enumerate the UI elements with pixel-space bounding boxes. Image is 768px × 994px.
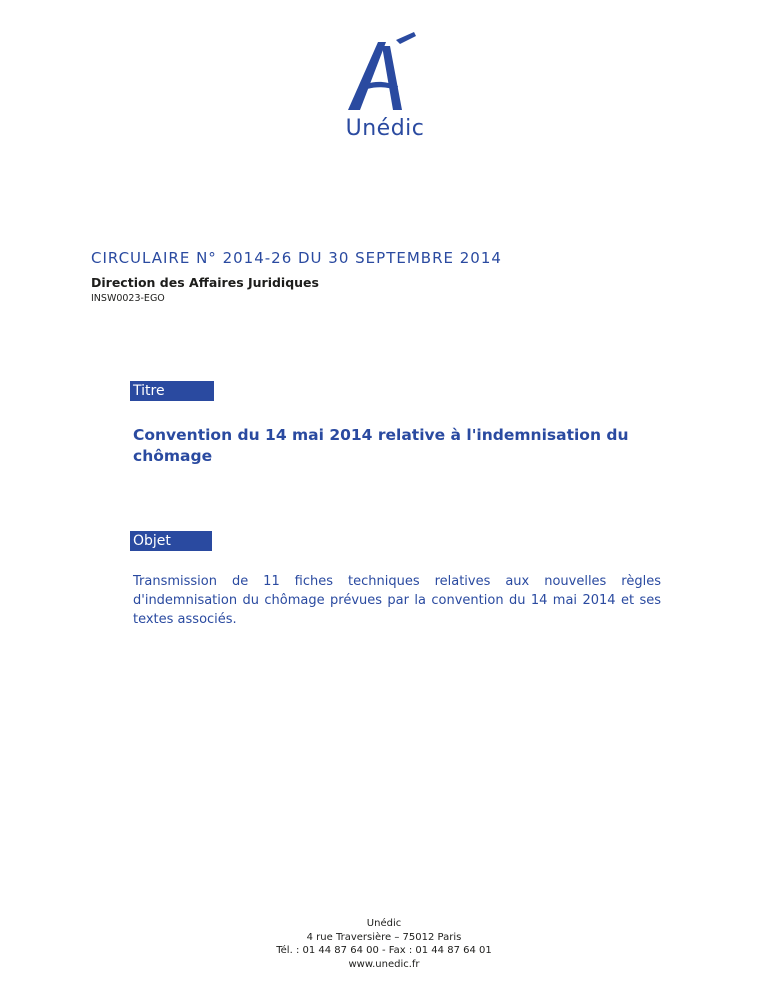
footer-org: Unédic bbox=[366, 918, 402, 929]
footer-phone-fax: Tél. : 01 44 87 64 00 - Fax : 01 44 87 64 01 bbox=[276, 945, 492, 956]
reference-code: INSW0023-EGO bbox=[91, 293, 165, 304]
objet-text: Transmission de 11 fiches techniques relatives aux nouvelles règles d'indemnisation du chômage prévues par la convention du 14 mai 2014 et ses textes associés. bbox=[133, 574, 661, 627]
footer bbox=[0, 917, 768, 971]
titre-text: Convention du 14 mai 2014 relative à l'indemnisation du chômage bbox=[133, 426, 629, 465]
footer-website[interactable]: www.unedic.fr bbox=[348, 958, 420, 970]
unedic-logo bbox=[330, 30, 440, 150]
footer-address: 4 rue Traversière – 75012 Paris bbox=[306, 931, 462, 943]
circular-title: CIRCULAIRE N° 2014-26 DU 30 SEPTEMBRE 2014 bbox=[91, 249, 502, 267]
logo-wordmark: Unédic bbox=[345, 116, 425, 141]
objet-label: Objet bbox=[130, 531, 212, 551]
logo-a-icon bbox=[330, 30, 440, 120]
titre-label: Titre bbox=[130, 381, 214, 401]
direction-name: Direction des Affaires Juridiques bbox=[91, 275, 319, 290]
